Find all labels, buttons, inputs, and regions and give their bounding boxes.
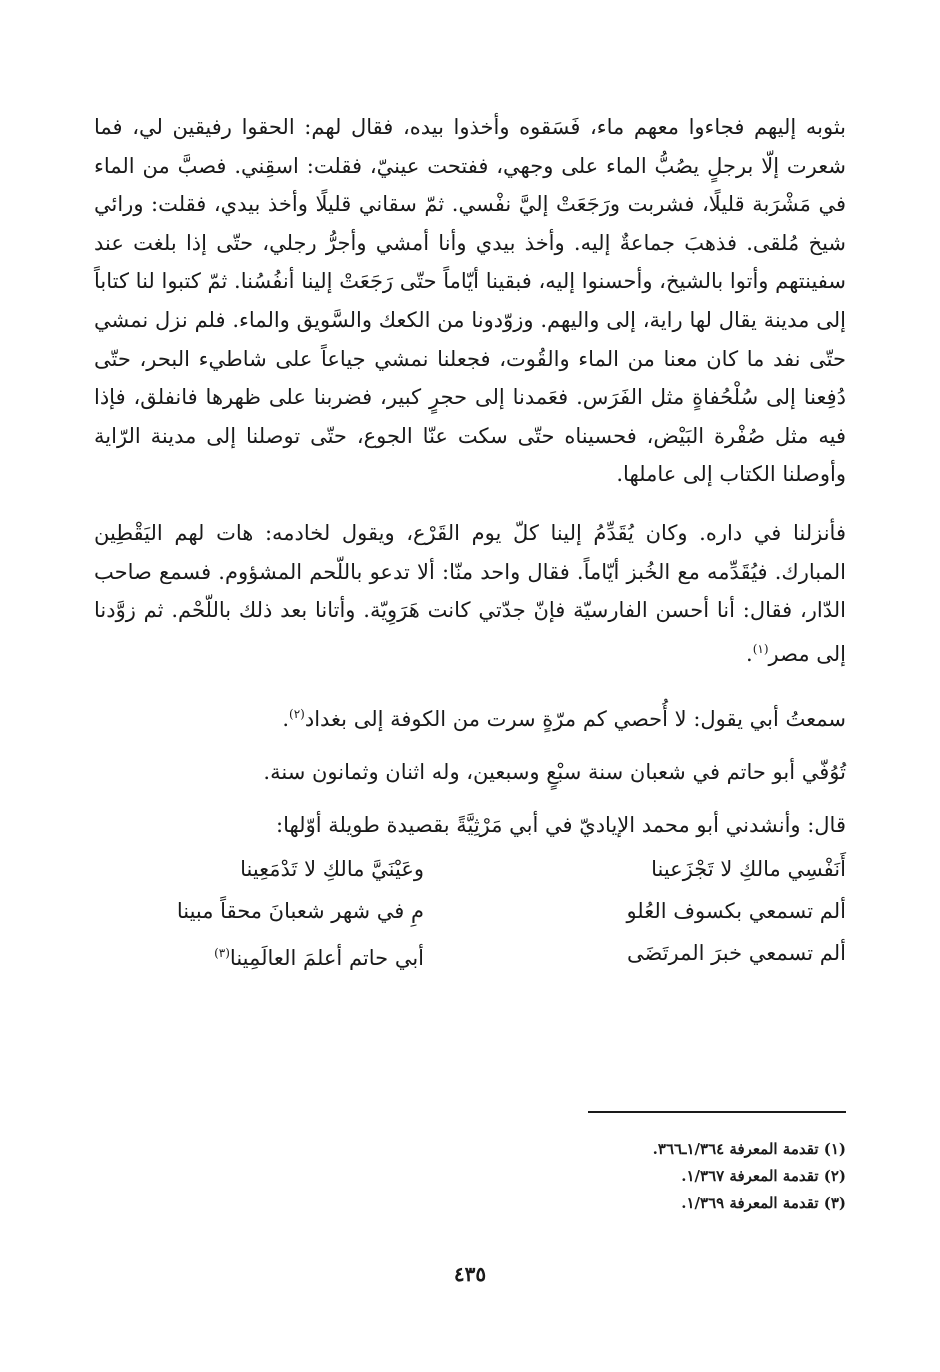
page-number: ٤٣٥ — [453, 1262, 487, 1286]
poem — [94, 848, 846, 979]
poem-verse — [94, 890, 846, 932]
footnote-mark-2: (٢) — [289, 707, 305, 722]
footnote-mark-3: (٣) — [214, 946, 230, 961]
footnote-divider — [588, 1111, 846, 1113]
verse-second-hemistich — [94, 932, 424, 979]
footnotes — [346, 1136, 846, 1217]
verse-first-hemistich: ألم تسمعي خبرَ المرتَضَى — [626, 941, 846, 966]
verse-second-hemistich-text: أبي حاتم أعلمَ العالَمِينا — [229, 946, 424, 971]
verse-first-hemistich: أَنَفْسِي مالكِ لا تَجْزَعينا — [651, 857, 846, 882]
footnote-1: (١) تقدمة المعرفة ١/٣٦٤ـ٣٦٦. — [652, 1140, 846, 1158]
paragraph-1: بثوبه إليهم فجاءوا معهم ماء، فَسَقوه وأخذوا بيده، فقال لهم: الحقوا رفيقين لي، فما شعرت إلّا برجلٍ يصُبُّ الماء على وجهي، ففتحت عينيّ، فقلت: اسقِني. فصبَّ من الماء في مَشْرَبة قليلًا، فشربت ورَجَعَتْ إليَّ نفْسي. ثمّ سقاني قليلًا وأخذ بيدي، فقلت: ورائي شيخ مُلقى. فذهبَ جماعةٌ إليه. وأخذ بيدي وأنا أمشي وأجرُّ رجلي، حتّى إذا بلغت عند سفينتهم وأتوا بالشيخ، وأحسنوا إليه، فبقينا أيّاماً حتّى رَجَعَتْ إلينا أنفُسُنا. ثمّ كتبوا لنا كتاباً إلى مدينة يقال لها راية، إلى واليهم. وزوّدونا من الكعك والسَّويق والماء. فلم نزل نمشي حتّى نفد ما كان معنا من الماء والقُوت، فجعلنا نمشي جياعاً على شاطيء البحر، حتّى دُفِعنا إلى سُلْحُفاةٍ مثل الفَرَس. فعَمدنا إلى حجرٍ كبير، فضربنا على ظهرها فانفلق، فإذا فيه مثل صُفْرة البَيْض، فحسيناه حتّى سكت عنّا الجوع، حتّى توصلنا إلى مدينة الرّاية وأوصلنا الكتاب إلى عاملها. — [94, 115, 847, 487]
line-baghdad-text: سمعتُ أبي يقول: لا أُحصي كم مرّةٍ سرت من الكوفة إلى بغداد — [304, 707, 846, 732]
poem-verse — [94, 932, 846, 979]
verse-first-hemistich: ألم تسمعي بكسوف العُلو — [626, 899, 846, 924]
verse-second-hemistich: وعَيْنَيَّ مالكِ لا تَدْمَعِينا — [240, 857, 424, 882]
line-baghdad: سمعتُ أبي يقول: لا أُحصي كم مرّةٍ سرت من الكوفة إلى بغداد$^{(٢)}$. — [282, 707, 846, 732]
main-text — [94, 108, 846, 979]
footnote-2: (٢) تقدمة المعرفة ١/٣٦٧. — [681, 1167, 846, 1185]
footnote-3: (٣) تقدمة المعرفة ١/٣٦٩. — [681, 1194, 846, 1212]
line-death: تُوُفّي أبو حاتم في شعبان سنة سبْعٍ وسبعين، وله اثنان وثمانون سنة. — [263, 759, 846, 784]
poem-verse — [94, 848, 846, 890]
line-poem-intro: قال: وأنشدني أبو محمد الإياديّ في أبي مَرْثِيَّةً بقصيدة طويلة أوّلها: — [276, 812, 846, 837]
footnote-mark-1: (١) — [752, 641, 769, 656]
verse-second-hemistich: مِ في شهر شعبانَ محقاً مبينا — [176, 899, 424, 924]
paragraph-2: فأنزلنا في داره. وكان يُقَدِّمُ إلينا كلّ يوم القَرْع، ويقول لخادمه: هات لهم اليَقْطِين المبارك. فيُقَدِّمه مع الخُبز أيّاماً. فقال واحد منّا: ألا تدعو باللّحم المشؤوم. فسمع صاحب الدّار، فقال: أنا أحسن الفارسيّة فإنّ جدّتي كانت هَرَوِيّة. وأتانا بعد ذلك باللّحْم. ثم زوَّدنا إلى مصر$^{(١)}$. — [94, 520, 846, 666]
paragraph-2-text: فأنزلنا في داره. وكان يُقَدِّمُ إلينا كلّ يوم القَرْع، ويقول لخادمه: هات لهم اليَقْطِين المبارك. فيُقَدِّمه مع الخُبز أيّاماً. فقال واحد منّا: ألا تدعو باللّحم المشؤوم. فسمع صاحب الدّار، فقال: أنا أحسن الفارسيّة فإنّ جدّتي كانت هَرَوِيّة. وأتانا بعد ذلك باللّحْم. ثم زوَّدنا إلى مصر — [94, 520, 846, 666]
